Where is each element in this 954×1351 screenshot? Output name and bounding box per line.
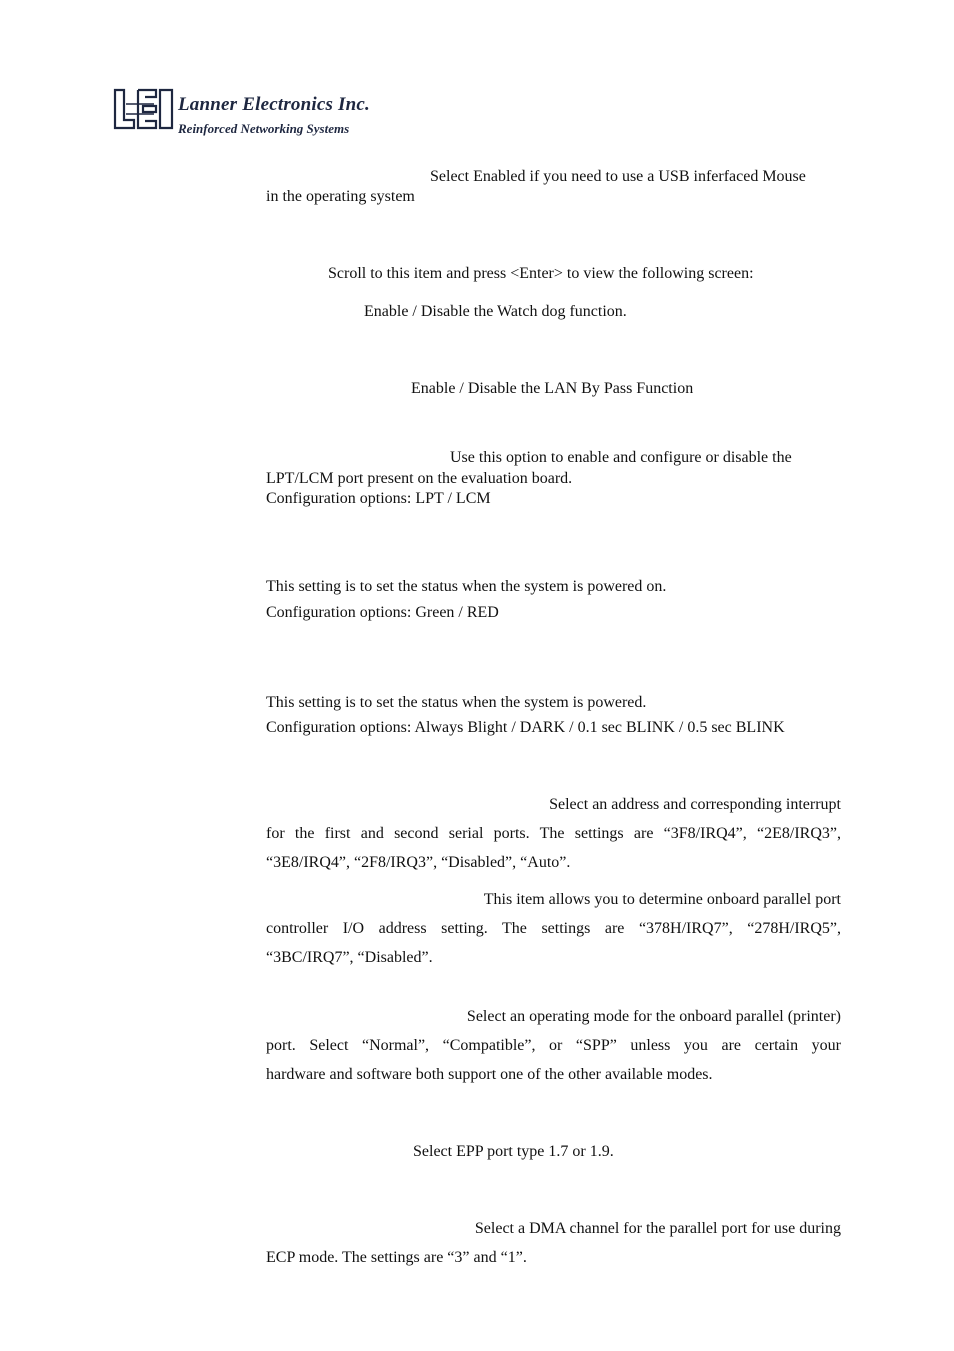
- ecp-dma-paragraph: [266, 1214, 841, 1272]
- lan-bypass-description: Enable / Disable the LAN By Pass Function: [411, 380, 694, 397]
- serial-ports-paragraph: [266, 790, 841, 877]
- parallel-mode-line2: port. Select “Normal”, “Compatible”, or “SPP” unless you are certain your: [266, 1037, 841, 1054]
- status-led-options: Configuration options: Always Blight / DARK / 0.1 sec BLINK / 0.5 sec BLINK: [266, 719, 785, 736]
- power-led-description: This setting is to set the status when the system is powered on.: [266, 578, 667, 595]
- company-logo: [112, 86, 412, 146]
- serial-ports-line2: for the first and second serial ports. The settings are “3F8/IRQ4”, “2E8/IRQ3”,: [266, 825, 841, 842]
- serial-ports-line3: “3E8/IRQ4”, “2F8/IRQ3”, “Disabled”, “Auto”.: [266, 854, 571, 871]
- parallel-port-line3: “3BC/IRQ7”, “Disabled”.: [266, 949, 433, 966]
- scroll-instruction: Scroll to this item and press <Enter> to view the following screen:: [328, 265, 754, 282]
- lpt-lcm-options: Configuration options: LPT / LCM: [266, 490, 491, 507]
- usb-mouse-text-line2: in the operating system: [266, 188, 415, 205]
- parallel-mode-paragraph: [266, 1002, 841, 1089]
- usb-mouse-text-line1: Select Enabled if you need to use a USB inferfaced Mouse: [430, 168, 806, 185]
- ecp-dma-line2: ECP mode. The settings are “3” and “1”.: [266, 1249, 527, 1266]
- parallel-port-line1: This item allows you to determine onboard parallel port: [483, 891, 841, 908]
- epp-type-description: Select EPP port type 1.7 or 1.9.: [413, 1143, 614, 1160]
- lpt-lcm-text-line1: Use this option to enable and configure or disable the: [450, 449, 792, 466]
- parallel-mode-line1: Select an operating mode for the onboard parallel (printer): [466, 1008, 841, 1025]
- parallel-port-paragraph: [266, 885, 841, 972]
- company-name: Lanner Electronics Inc.: [178, 94, 370, 115]
- lpt-lcm-text-line2: LPT/LCM port present on the evaluation board.: [266, 470, 573, 487]
- company-tagline: Reinforced Networking Systems: [178, 121, 350, 136]
- serial-ports-line1: Select an address and corresponding interrupt: [549, 796, 841, 813]
- parallel-port-line2: controller I/O address setting. The settings are “378H/IRQ7”, “278H/IRQ5”,: [266, 920, 841, 937]
- status-led-description: This setting is to set the status when the system is powered.: [266, 694, 647, 711]
- watchdog-description: Enable / Disable the Watch dog function.: [364, 303, 627, 320]
- lei-logo-icon: [112, 86, 176, 132]
- parallel-mode-line3: hardware and software both support one of the other available modes.: [266, 1066, 713, 1083]
- power-led-options: Configuration options: Green / RED: [266, 604, 499, 621]
- ecp-dma-line1: Select a DMA channel for the parallel port for use during: [474, 1220, 841, 1237]
